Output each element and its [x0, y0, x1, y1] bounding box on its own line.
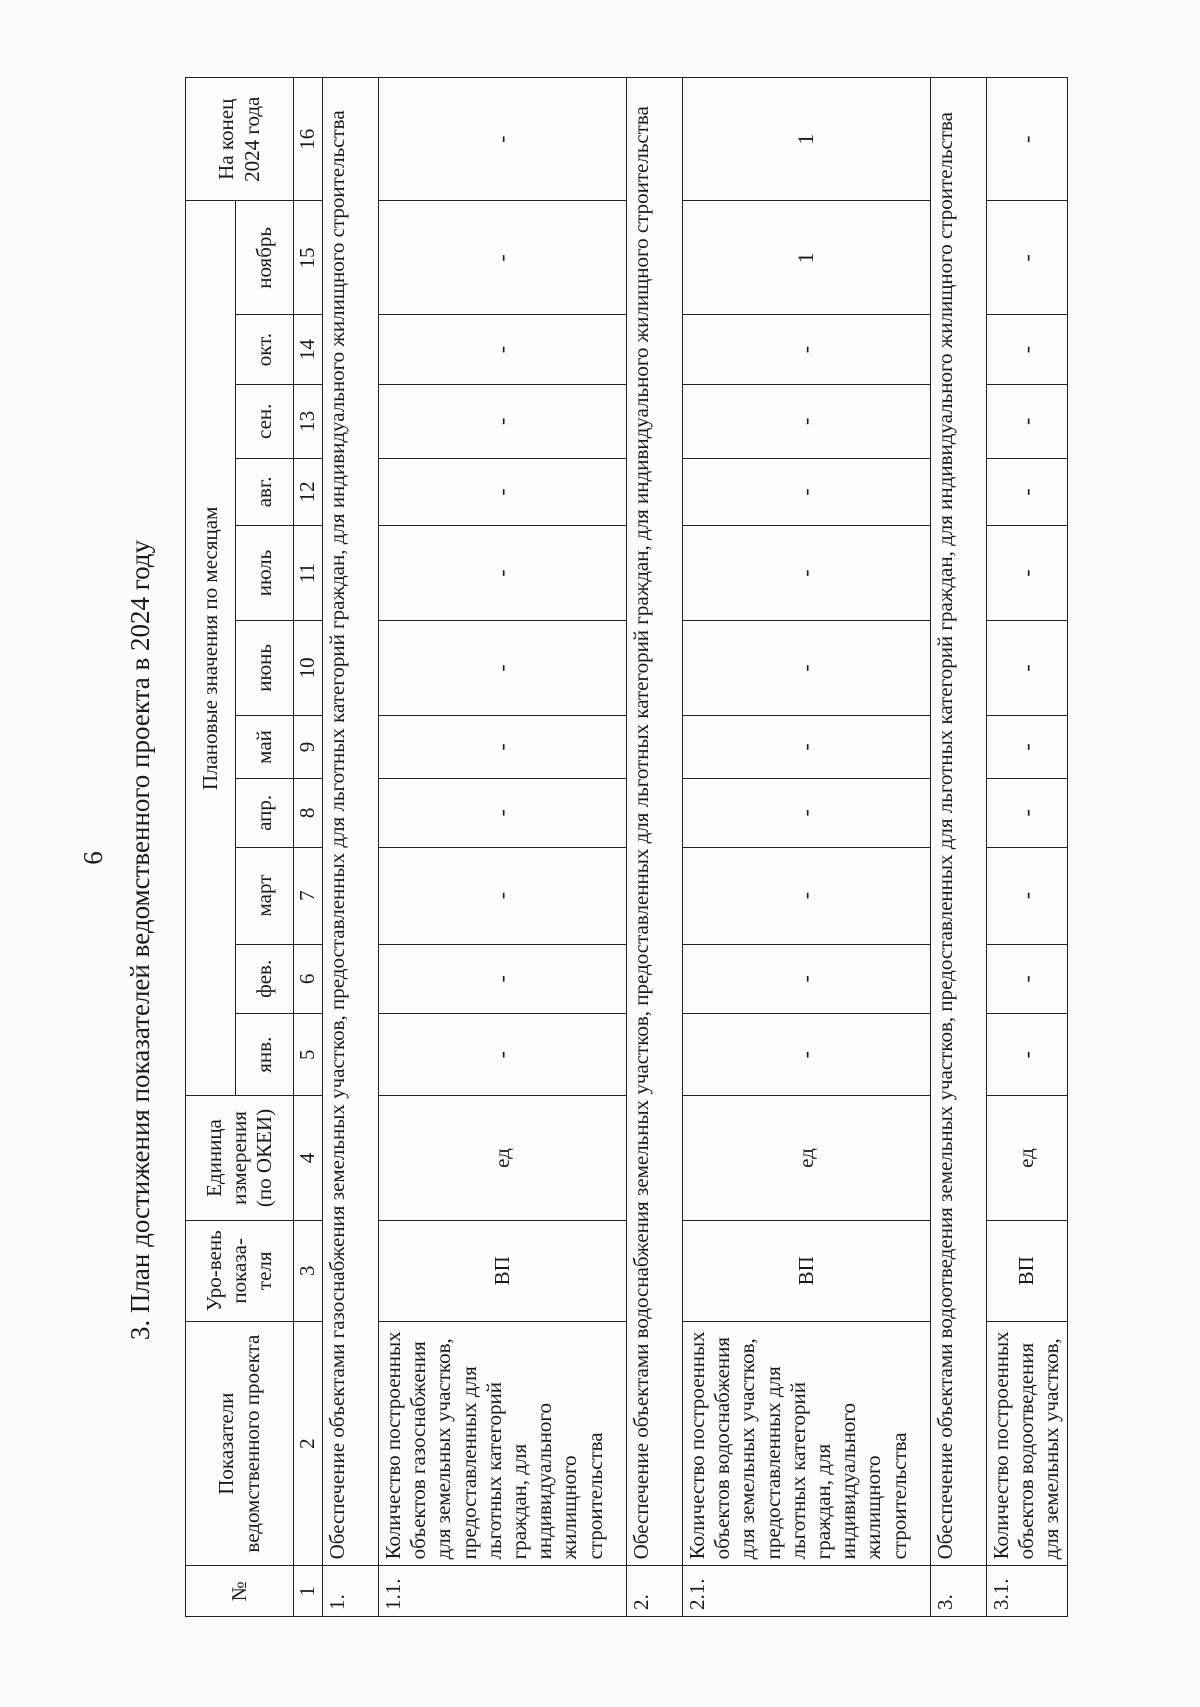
row-value: -: [987, 201, 1068, 315]
row-indicator: Количество построенных объектов водоотведения для земельных участков,: [987, 1321, 1068, 1566]
row-num: 2.1.: [683, 1566, 931, 1617]
header-month: фев.: [236, 944, 294, 1014]
row-indicator: Количество построенных объектов газоснабжения для земельных участков, предоставленных для льготных категорий граждан, для индивидуального жилищного строительства: [379, 1321, 627, 1566]
row-num: 3.1.: [987, 1566, 1068, 1617]
row-value: -: [683, 315, 931, 385]
row-indicator: Количество построенных объектов водоснабжения для земельных участков, предоставленных для льготных категорий граждан, для индивидуального жилищного строительства: [683, 1321, 931, 1566]
header-month: окт.: [236, 315, 294, 385]
row-value: -: [379, 1014, 627, 1096]
header-month: ноябрь: [236, 201, 294, 315]
rotated-sheet: [185, 77, 1085, 1617]
header-level: Уро-вень показа-теля: [186, 1220, 294, 1321]
table-row: [683, 78, 931, 1617]
column-number: 14: [294, 315, 323, 385]
column-number: 13: [294, 384, 323, 458]
header-month: апр.: [236, 779, 294, 848]
row-value: -: [683, 384, 931, 458]
row-value: 1: [683, 201, 931, 315]
column-number: 11: [294, 526, 323, 621]
row-value: -: [683, 458, 931, 525]
column-number: 4: [294, 1096, 323, 1220]
column-number: 16: [294, 78, 323, 201]
row-value: -: [683, 847, 931, 944]
header-month: авг.: [236, 458, 294, 525]
column-number: 6: [294, 944, 323, 1014]
row-level: ВП: [683, 1220, 931, 1321]
row-level: ВП: [987, 1220, 1068, 1321]
section-num: 1.: [323, 1566, 379, 1617]
row-year-end: -: [379, 78, 627, 201]
section-heading: 3. План достижения показателей ведомственного проекта в 2024 году: [125, 539, 155, 1341]
row-value: -: [987, 620, 1068, 715]
header-month: июнь: [236, 620, 294, 715]
row-level: ВП: [379, 1220, 627, 1321]
row-value: -: [379, 458, 627, 525]
row-value: -: [987, 779, 1068, 848]
row-value: -: [987, 315, 1068, 385]
row-value: -: [379, 620, 627, 715]
header-monthly-group: Плановые значения по месяцам: [186, 201, 236, 1096]
row-value: -: [379, 201, 627, 315]
row-unit: ед: [987, 1096, 1068, 1220]
row-value: -: [987, 1014, 1068, 1096]
header-month: май: [236, 715, 294, 778]
column-number: 8: [294, 779, 323, 848]
header-unit: Единица измерения (по ОКЕИ): [186, 1096, 294, 1220]
section-num: 2.: [627, 1566, 683, 1617]
column-number: 15: [294, 201, 323, 315]
row-value: -: [683, 944, 931, 1014]
section-title: Обеспечение объектами водоотведения земельных участков, предоставленных для льготных категорий граждан, для индивидуального жилищного строительства: [931, 78, 987, 1566]
column-number: 2: [294, 1321, 323, 1566]
header-month: сен.: [236, 384, 294, 458]
row-value: -: [683, 526, 931, 621]
row-value: -: [683, 779, 931, 848]
header-month: янв.: [236, 1014, 294, 1096]
column-number: 7: [294, 847, 323, 944]
row-num: 1.1.: [379, 1566, 627, 1617]
page-number: 6: [78, 851, 108, 865]
header-month: июль: [236, 526, 294, 621]
column-number: 1: [294, 1566, 323, 1617]
row-value: -: [987, 526, 1068, 621]
row-value: -: [379, 715, 627, 778]
row-year-end: -: [987, 78, 1068, 201]
column-number: 3: [294, 1220, 323, 1321]
row-value: -: [379, 944, 627, 1014]
row-unit: ед: [379, 1096, 627, 1220]
section-row: [323, 78, 379, 1617]
row-value: -: [379, 315, 627, 385]
row-value: -: [683, 620, 931, 715]
row-value: -: [379, 779, 627, 848]
column-number: 12: [294, 458, 323, 525]
row-value: -: [379, 847, 627, 944]
section-title: Обеспечение объектами водоснабжения земельных участков, предоставленных для льготных категорий граждан, для индивидуального жилищного строительства: [627, 78, 683, 1566]
row-value: -: [379, 526, 627, 621]
column-number-row: [294, 78, 323, 1617]
section-num: 3.: [931, 1566, 987, 1617]
column-number: 5: [294, 1014, 323, 1096]
section-row: [931, 78, 987, 1617]
row-value: -: [987, 715, 1068, 778]
row-unit: ед: [683, 1096, 931, 1220]
table-frame: [185, 77, 1085, 1617]
section-title: Обеспечение объектами газоснабжения земельных участков, предоставленных для льготных категорий граждан, для индивидуального жилищного строительства: [323, 78, 379, 1566]
row-value: -: [683, 1014, 931, 1096]
table-row: [379, 78, 627, 1617]
row-value: -: [987, 944, 1068, 1014]
row-value: -: [987, 458, 1068, 525]
row-value: -: [683, 715, 931, 778]
column-number: 10: [294, 620, 323, 715]
table-row: [987, 78, 1068, 1617]
indicators-plan-table: [185, 77, 1068, 1617]
header-year-end: На конец 2024 года: [186, 78, 294, 201]
row-value: -: [987, 847, 1068, 944]
row-value: -: [987, 384, 1068, 458]
row-year-end: 1: [683, 78, 931, 201]
column-number: 9: [294, 715, 323, 778]
row-value: -: [379, 384, 627, 458]
section-row: [627, 78, 683, 1617]
header-month: март: [236, 847, 294, 944]
header-num: №: [186, 1566, 294, 1617]
header-indicator: Показатели ведомственного проекта: [186, 1321, 294, 1566]
